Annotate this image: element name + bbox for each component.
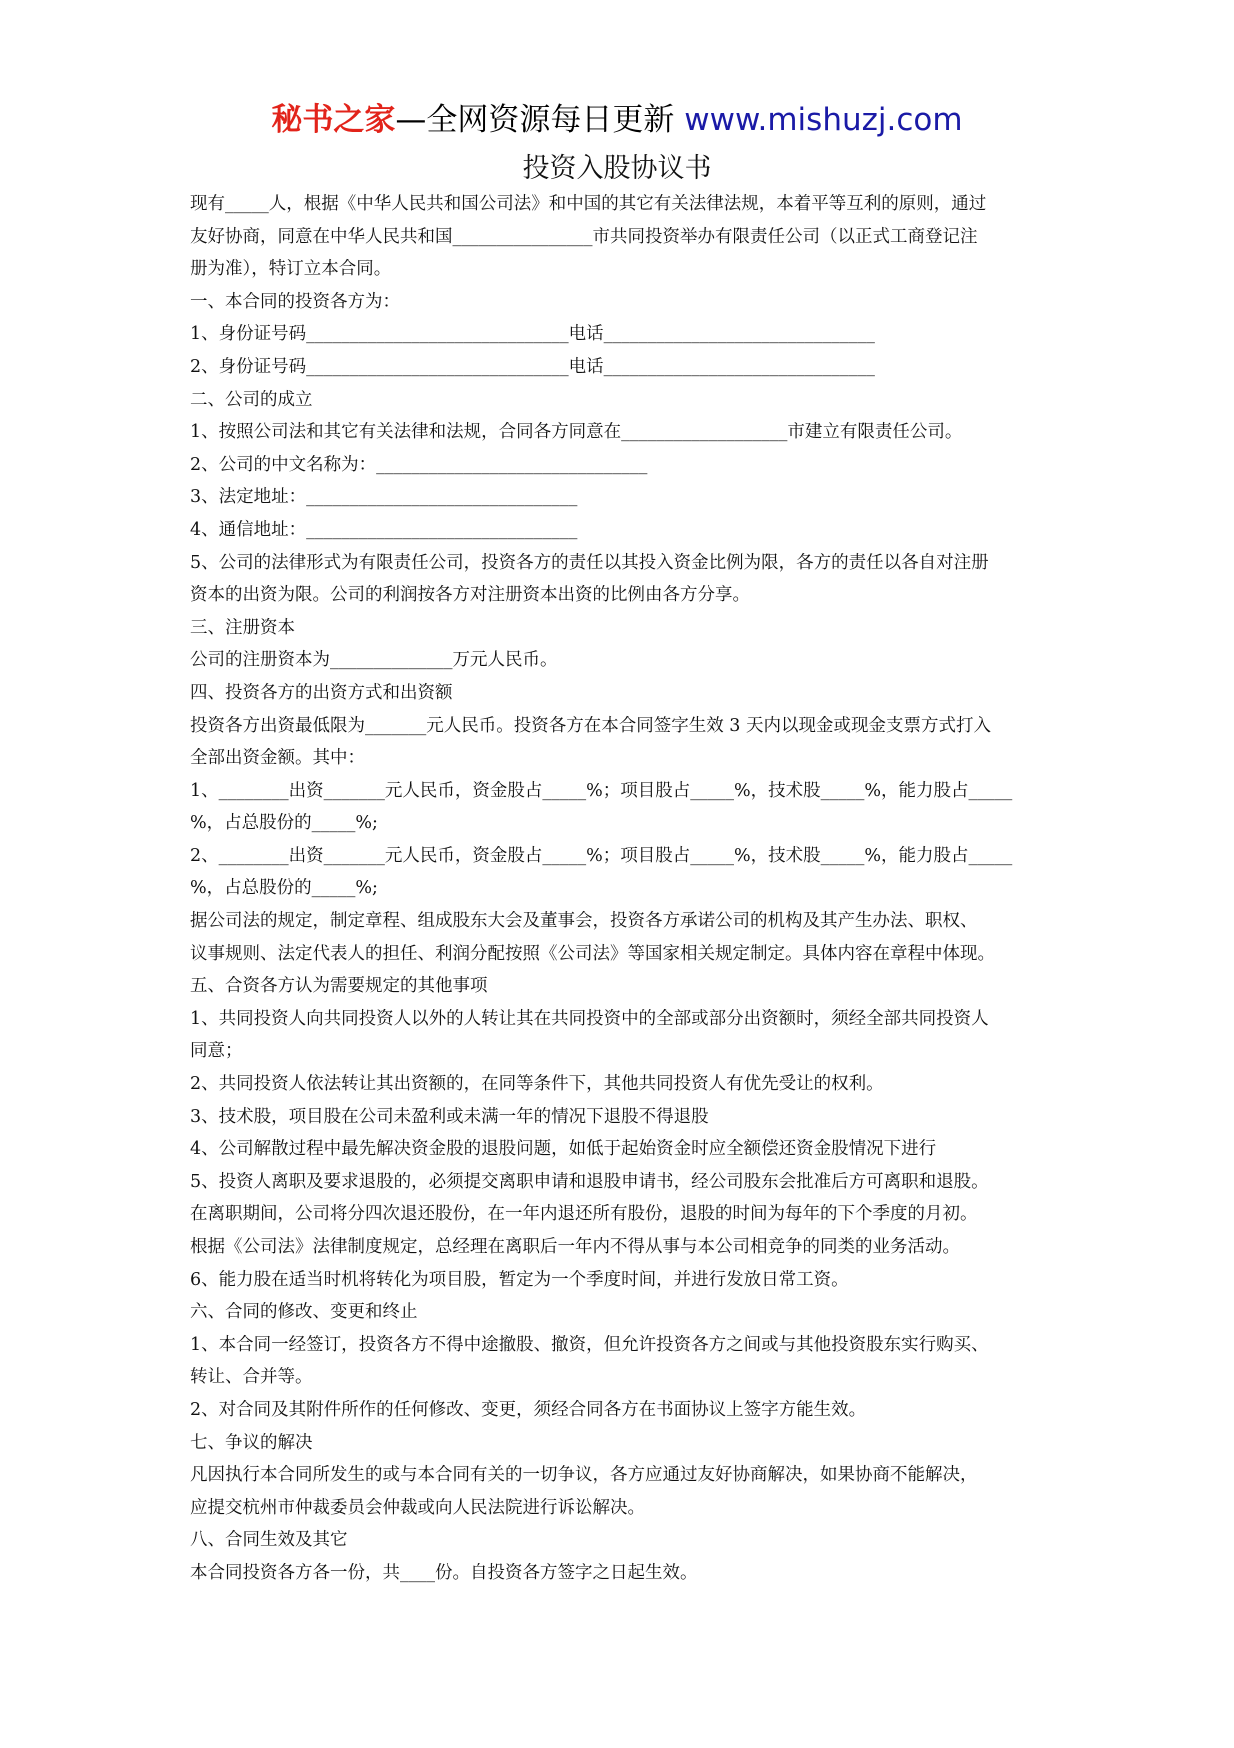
- text-line: 同意；: [190, 1041, 243, 1062]
- document-body: [190, 188, 1060, 1590]
- text-line: 七、争议的解决: [190, 1432, 313, 1453]
- text-line: 五、合资各方认为需要规定的其他事项: [190, 976, 488, 997]
- header-tagline: —全网资源每日更新: [395, 102, 685, 138]
- text-line: 2、身份证号码______________________________电话_______________________________: [190, 356, 875, 377]
- text-line: 据公司法的规定，制定章程、组成股东大会及董事会，投资各方承诺公司的机构及其产生办法、职权、: [190, 911, 978, 932]
- text-line: 友好协商，同意在中华人民共和国________________市共同投资举办有限责任公司（以正式工商登记注: [190, 226, 978, 247]
- text-line: 四、投资各方的出资方式和出资额: [190, 682, 453, 703]
- text-line: 1、按照公司法和其它有关法律和法规，合同各方同意在___________________市建立有限责任公司。: [190, 422, 963, 443]
- text-line: 三、注册资本: [190, 617, 295, 638]
- text-line: 2、公司的中文名称为：_______________________________: [190, 454, 648, 475]
- text-line: 转让、合并等。: [190, 1367, 313, 1388]
- text-line: 3、法定地址：_______________________________: [190, 487, 578, 508]
- text-line: 公司的注册资本为______________万元人民币。: [190, 650, 558, 671]
- text-line: 2、共同投资人依法转让其出资额的，在同等条件下，其他共同投资人有优先受让的权利。: [190, 1074, 884, 1095]
- text-line: 一、本合同的投资各方为：: [190, 291, 400, 312]
- text-line: 议事规则、法定代表人的担任、利润分配按照《公司法》等国家相关规定制定。具体内容在章程中体现。: [190, 943, 995, 964]
- document-title: 投资入股协议书: [522, 153, 712, 184]
- text-line: %，占总股份的_____%;: [190, 813, 378, 834]
- text-line: 应提交杭州市仲裁委员会仲裁或向人民法院进行诉讼解决。: [190, 1497, 645, 1518]
- text-line: 投资各方出资最低限为_______元人民币。投资各方在本合同签字生效 3 天内以现金或现金支票方式打入: [190, 715, 992, 736]
- text-line: 八、合同生效及其它: [190, 1530, 348, 1551]
- text-line: 本合同投资各方各一份，共____份。自投资各方签字之日起生效。: [190, 1562, 698, 1583]
- header-url: www.mishuzj.com: [684, 102, 963, 138]
- text-line: 1、共同投资人向共同投资人以外的人转让其在共同投资中的全部或部分出资额时，须经全部共同投资人: [190, 1008, 989, 1029]
- text-line: 3、技术股，项目股在公司未盈利或未满一年的情况下退股不得退股: [190, 1106, 709, 1127]
- text-line: 1、身份证号码______________________________电话_______________________________: [190, 324, 875, 345]
- text-line: 册为准），特订立本合同。: [190, 259, 392, 280]
- text-line: 现有_____人，根据《中华人民共和国公司法》和中国的其它有关法律法规，本着平等互利的原则，通过: [190, 194, 987, 214]
- text-line: 2、对合同及其附件所作的任何修改、变更，须经合同各方在书面协议上签字方能生效。: [190, 1399, 867, 1420]
- text-line: %，占总股份的_____%;: [190, 878, 378, 899]
- text-line: 1、本合同一经签订，投资各方不得中途撤股、撤资，但允许投资各方之间或与其他投资股东实行购买、: [190, 1334, 989, 1355]
- text-line: 二、公司的成立: [190, 389, 313, 410]
- text-line: 凡因执行本合同所发生的或与本合同有关的一切争议，各方应通过友好协商解决，如果协商不能解决，: [190, 1465, 978, 1486]
- text-line: 2、________出资_______元人民币，资金股占_____%；项目股占_____%，技术股_____%，能力股占_____: [190, 845, 1013, 866]
- site-header: [0, 98, 1234, 142]
- text-line: 资本的出资为限。公司的利润按各方对注册资本出资的比例由各方分享。: [190, 585, 750, 606]
- text-line: 1、________出资_______元人民币，资金股占_____%；项目股占_____%，技术股_____%，能力股占_____: [190, 780, 1013, 801]
- text-line: 根据《公司法》法律制度规定，总经理在离职后一年内不得从事与本公司相竞争的同类的业务活动。: [190, 1237, 960, 1257]
- text-line: 4、通信地址：_______________________________: [190, 519, 578, 540]
- text-line: 5、投资人离职及要求退股的，必须提交离职申请和退股申请书，经公司股东会批准后方可离职和退股。: [190, 1171, 989, 1192]
- text-line: 在离职期间，公司将分四次退还股份，在一年内退还所有股份，退股的时间为每年的下个季度的月初。: [190, 1204, 978, 1225]
- text-line: 六、合同的修改、变更和终止: [190, 1302, 418, 1323]
- brand-name: 秘书之家: [271, 102, 396, 138]
- text-line: 5、公司的法律形式为有限责任公司，投资各方的责任以其投入资金比例为限，各方的责任以各自对注册: [190, 552, 989, 573]
- text-line: 6、能力股在适当时机将转化为项目股，暂定为一个季度时间，并进行发放日常工资。: [190, 1269, 849, 1290]
- text-line: 全部出资金额。其中：: [190, 748, 365, 769]
- text-line: 4、公司解散过程中最先解决资金股的退股问题，如低于起始资金时应全额偿还资金股情况下进行: [190, 1139, 937, 1160]
